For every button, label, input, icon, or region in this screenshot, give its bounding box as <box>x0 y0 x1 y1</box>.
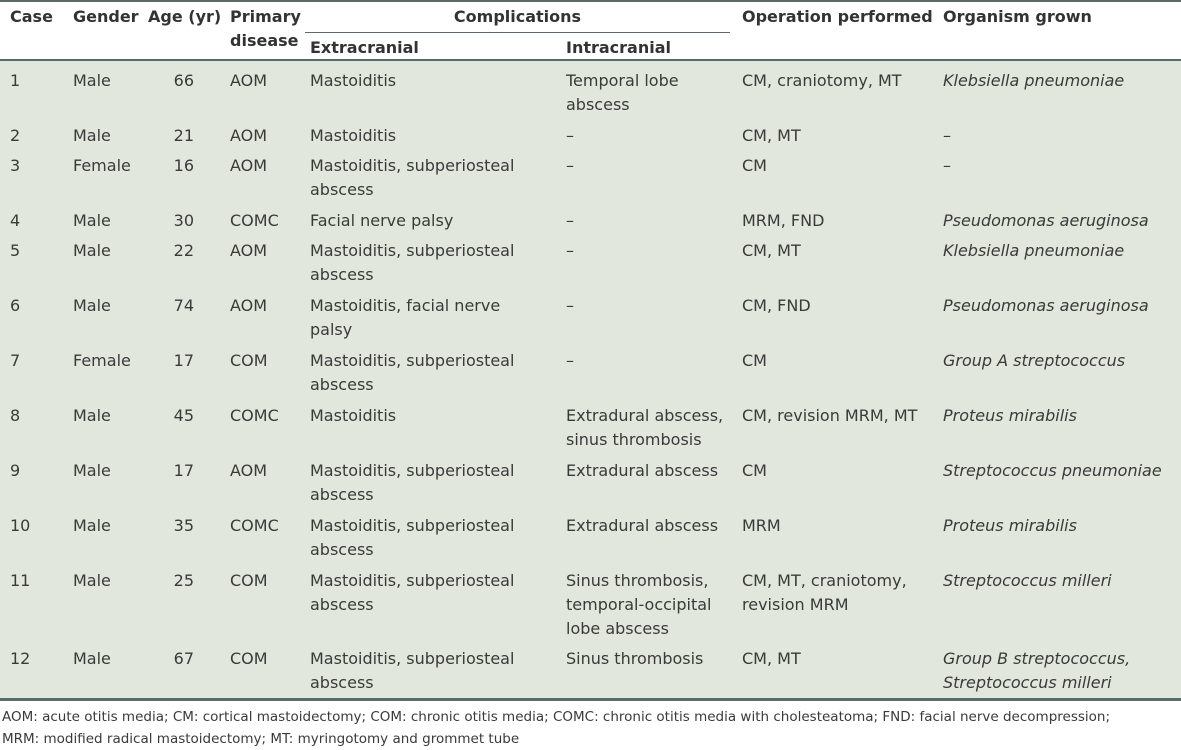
cell-disease: COMC <box>230 406 279 425</box>
cell-age: 74 <box>173 296 194 315</box>
cell-organism <box>943 294 1179 318</box>
cell-disease: COM <box>230 649 268 668</box>
cell-line: Mastoiditis, subperiosteal <box>310 516 515 535</box>
cell-disease: AOM <box>230 296 268 315</box>
cell-line: abscess <box>310 265 374 284</box>
cell-intra <box>566 154 741 178</box>
footnote-line-1: AOM: acute otitis media; CM: cortical mastoidectomy; COM: chronic otitis media; COMC: chronic otitis media with cholesteatoma; FND: facial nerve decompression; <box>2 709 1111 725</box>
cell-operation <box>742 349 940 373</box>
cell-line: – <box>566 156 574 175</box>
header-case: Case <box>10 7 53 26</box>
cell-intra <box>566 514 741 538</box>
cell-line: abscess <box>310 595 374 614</box>
cell-organism <box>943 349 1179 373</box>
cell-line: MRM, FND <box>742 211 825 230</box>
cell-organism <box>943 239 1179 263</box>
cell-intra <box>566 349 741 373</box>
cell-disease: COMC <box>230 211 279 230</box>
cell-case: 12 <box>10 649 31 668</box>
cell-gender: Male <box>73 406 111 425</box>
complications-rule <box>305 32 730 33</box>
cell-age: 25 <box>173 571 194 590</box>
cell-extra <box>310 154 560 202</box>
cell-line: Temporal lobe <box>566 71 679 90</box>
cell-operation <box>742 647 940 671</box>
cell-gender: Female <box>73 156 131 175</box>
header-primary-disease-1: Primary <box>230 7 301 26</box>
cell-line: – <box>566 241 574 260</box>
cell-line: CM, MT <box>742 241 801 260</box>
cell-line: temporal-occipital <box>566 595 712 614</box>
cell-case: 1 <box>10 71 21 90</box>
cell-extra <box>310 69 560 93</box>
cell-line: Group A streptococcus <box>943 351 1126 370</box>
cell-case: 5 <box>10 241 21 260</box>
cell-operation <box>742 294 940 318</box>
cell-operation <box>742 154 940 178</box>
cell-line: abscess <box>310 180 374 199</box>
cell-age: 16 <box>173 156 194 175</box>
cell-extra <box>310 647 560 695</box>
cell-line: MRM <box>742 516 781 535</box>
cell-extra <box>310 239 560 287</box>
cell-line: Klebsiella pneumoniae <box>943 241 1125 260</box>
cell-organism <box>943 514 1179 538</box>
cell-line: Mastoiditis, subperiosteal <box>310 351 515 370</box>
cell-line: Streptococcus milleri <box>943 571 1112 590</box>
header-extracranial: Extracranial <box>310 38 419 57</box>
table-bottom-rule <box>0 698 1181 701</box>
cell-line: CM, craniotomy, MT <box>742 71 902 90</box>
cell-age: 30 <box>173 211 194 230</box>
cell-gender: Male <box>73 649 111 668</box>
cell-line: Mastoiditis, subperiosteal <box>310 461 515 480</box>
cell-line: Facial nerve palsy <box>310 211 454 230</box>
cell-extra <box>310 294 560 342</box>
cell-intra <box>566 124 741 148</box>
cell-line: Mastoiditis, subperiosteal <box>310 571 515 590</box>
cell-gender: Male <box>73 241 111 260</box>
header-operation: Operation performed <box>742 7 933 26</box>
cell-line: Mastoiditis, subperiosteal <box>310 649 515 668</box>
cell-case: 3 <box>10 156 21 175</box>
cell-line: Streptococcus pneumoniae <box>943 461 1162 480</box>
cell-line: Proteus mirabilis <box>943 406 1077 425</box>
cell-line: CM, MT <box>742 126 801 145</box>
cell-line: – <box>566 296 574 315</box>
cell-disease: COM <box>230 571 268 590</box>
cell-line: Mastoiditis, subperiosteal <box>310 241 515 260</box>
cell-line: Proteus mirabilis <box>943 516 1077 535</box>
cell-gender: Male <box>73 516 111 535</box>
cell-line: Mastoiditis <box>310 126 397 145</box>
cell-age: 17 <box>173 461 194 480</box>
header-organism: Organism grown <box>943 7 1092 26</box>
cell-line: abscess <box>310 673 374 692</box>
cell-organism <box>943 154 1179 178</box>
cell-line: sinus thrombosis <box>566 430 702 449</box>
cell-organism <box>943 459 1179 483</box>
cell-extra <box>310 349 560 397</box>
header-complications: Complications <box>453 7 582 26</box>
cell-case: 9 <box>10 461 21 480</box>
cell-line: CM, FND <box>742 296 811 315</box>
cell-line: Sinus thrombosis, <box>566 571 709 590</box>
cell-line: Extradural abscess <box>566 461 719 480</box>
cell-intra <box>566 69 741 117</box>
cell-extra <box>310 404 560 428</box>
cell-age: 22 <box>173 241 194 260</box>
cell-disease: COMC <box>230 516 279 535</box>
cell-organism <box>943 647 1179 695</box>
cell-case: 7 <box>10 351 21 370</box>
cell-line: Mastoiditis, subperiosteal <box>310 156 515 175</box>
cell-line: – <box>566 211 574 230</box>
cell-disease: COM <box>230 351 268 370</box>
cell-organism <box>943 209 1179 233</box>
cell-line: Mastoiditis, facial nerve <box>310 296 501 315</box>
cell-operation <box>742 239 940 263</box>
cell-age: 35 <box>173 516 194 535</box>
cell-organism <box>943 69 1179 93</box>
cell-gender: Female <box>73 351 131 370</box>
cell-extra <box>310 459 560 507</box>
header-primary-disease-2: disease <box>230 31 299 50</box>
cell-case: 6 <box>10 296 21 315</box>
cell-case: 4 <box>10 211 21 230</box>
cell-operation <box>742 69 940 93</box>
cell-case: 11 <box>10 571 31 590</box>
cell-operation <box>742 404 940 428</box>
cell-operation <box>742 124 940 148</box>
cell-organism <box>943 124 1179 148</box>
cell-line: CM, MT, craniotomy, <box>742 571 907 590</box>
cell-gender: Male <box>73 571 111 590</box>
cell-extra <box>310 209 560 233</box>
cell-age: 67 <box>173 649 194 668</box>
cell-line: – <box>943 126 951 145</box>
cell-operation <box>742 569 940 617</box>
cell-case: 8 <box>10 406 21 425</box>
cell-line: Extradural abscess <box>566 516 719 535</box>
cell-intra <box>566 647 741 671</box>
cell-line: – <box>566 126 574 145</box>
cell-line: Mastoiditis <box>310 71 397 90</box>
cell-intra <box>566 404 741 452</box>
cell-gender: Male <box>73 296 111 315</box>
cell-line: CM <box>742 351 767 370</box>
cell-line: Sinus thrombosis <box>566 649 704 668</box>
cell-extra <box>310 124 560 148</box>
cell-age: 21 <box>173 126 194 145</box>
cell-line: Pseudomonas aeruginosa <box>943 296 1149 315</box>
cell-line: Streptococcus milleri <box>943 673 1112 692</box>
cell-line: Klebsiella pneumoniae <box>943 71 1125 90</box>
header-age: Age (yr) <box>148 7 222 26</box>
cell-disease: AOM <box>230 241 268 260</box>
cell-gender: Male <box>73 211 111 230</box>
cell-operation <box>742 209 940 233</box>
cell-extra <box>310 514 560 562</box>
cell-disease: AOM <box>230 461 268 480</box>
cell-organism <box>943 569 1179 593</box>
cell-case: 10 <box>10 516 31 535</box>
cell-gender: Male <box>73 71 111 90</box>
cell-line: abscess <box>310 485 374 504</box>
cell-line: CM, revision MRM, MT <box>742 406 918 425</box>
cell-line: revision MRM <box>742 595 849 614</box>
cell-intra <box>566 569 741 641</box>
cell-gender: Male <box>73 126 111 145</box>
cell-line: abscess <box>310 540 374 559</box>
cell-line: abscess <box>310 375 374 394</box>
cell-intra <box>566 209 741 233</box>
cell-organism <box>943 404 1179 428</box>
cell-line: – <box>566 351 574 370</box>
cell-line: CM <box>742 461 767 480</box>
cell-age: 45 <box>173 406 194 425</box>
footnote-line-2: MRM: modified radical mastoidectomy; MT: myringotomy and grommet tube <box>2 731 520 747</box>
cell-line: Extradural abscess, <box>566 406 724 425</box>
cell-intra <box>566 459 741 483</box>
cell-extra <box>310 569 560 617</box>
cell-line: palsy <box>310 320 353 339</box>
cell-disease: AOM <box>230 71 268 90</box>
cell-case: 2 <box>10 126 21 145</box>
header-gender: Gender <box>73 7 139 26</box>
cell-intra <box>566 239 741 263</box>
cell-line: CM, MT <box>742 649 801 668</box>
cell-line: Mastoiditis <box>310 406 397 425</box>
cell-age: 66 <box>173 71 194 90</box>
cell-gender: Male <box>73 461 111 480</box>
header-intracranial: Intracranial <box>566 38 672 57</box>
cell-disease: AOM <box>230 156 268 175</box>
cell-disease: AOM <box>230 126 268 145</box>
cell-operation <box>742 459 940 483</box>
cell-line: abscess <box>566 95 630 114</box>
cell-line: – <box>943 156 951 175</box>
cell-operation <box>742 514 940 538</box>
cell-line: Group B streptococcus, <box>943 649 1131 668</box>
cell-age: 17 <box>173 351 194 370</box>
cell-line: lobe abscess <box>566 619 669 638</box>
cell-line: CM <box>742 156 767 175</box>
cell-intra <box>566 294 741 318</box>
cell-line: Pseudomonas aeruginosa <box>943 211 1149 230</box>
